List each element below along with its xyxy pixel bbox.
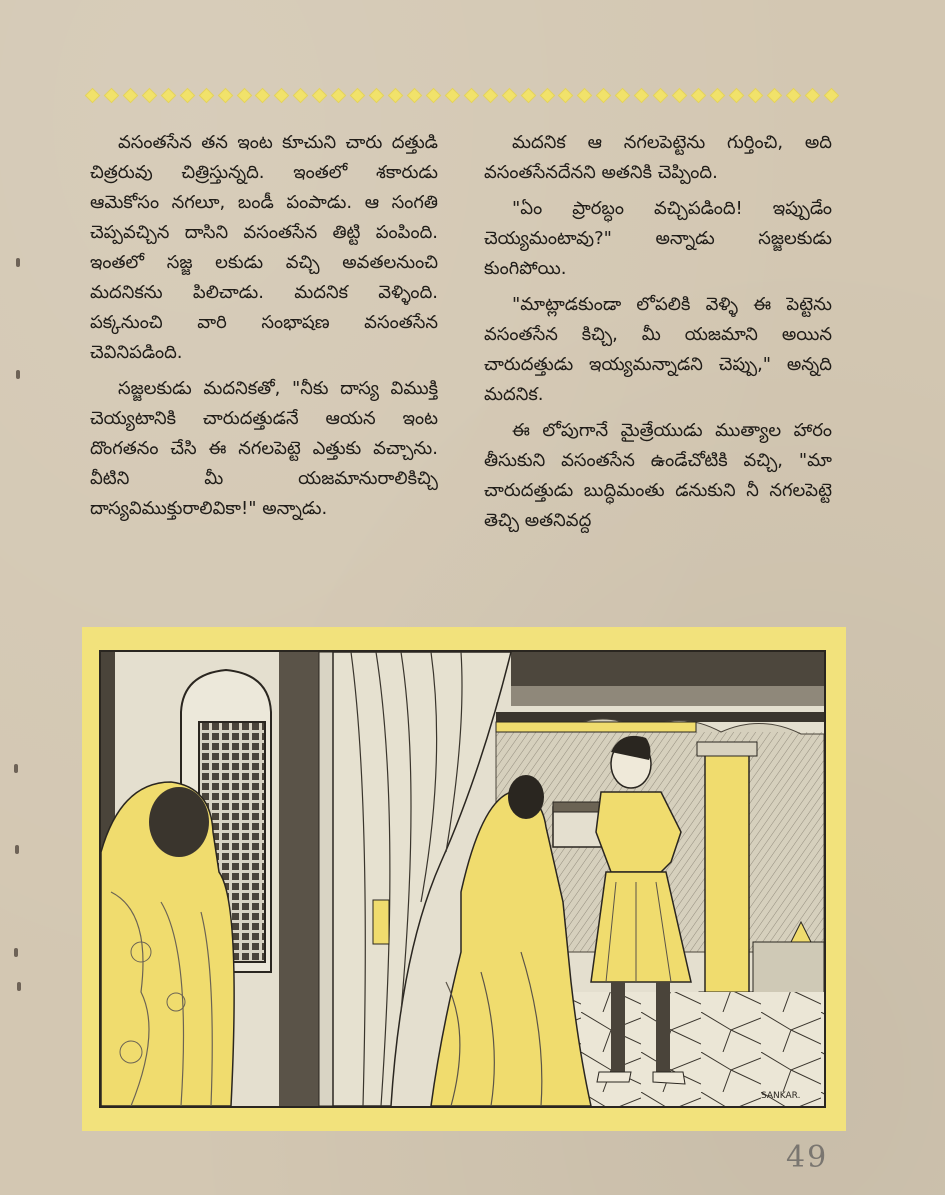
illustration	[99, 650, 826, 1108]
illustration-scene	[101, 652, 824, 1106]
paragraph: మదనిక ఆ నగలపెట్టెను గుర్తించి, అది వసంతసేనదేనని అతనికి చెప్పింది.	[484, 132, 832, 183]
page-number: 49	[786, 1140, 829, 1175]
paragraph: "ఏం ప్రారబ్ధం వచ్చిపడింది! ఇప్పుడేం చెయ్యమంటావు?" అన్నాడు సజ్జలకుడు కుంగిపోయి.	[484, 198, 832, 279]
illustration-frame	[82, 627, 846, 1131]
left-text-column	[90, 128, 438, 530]
margin-mark	[17, 982, 21, 991]
decorative-border	[88, 89, 836, 101]
margin-mark	[15, 845, 19, 854]
right-text-column	[484, 128, 832, 542]
artist-signature: SANKAR.	[761, 1091, 801, 1101]
margin-mark	[14, 764, 18, 773]
paragraph: "మాట్లాడకుండా లోపలికి వెళ్ళి ఈ పెట్టెను వసంతసేన కిచ్చి, మీ యజమాని అయిన చారుదత్తుడు ఇయ్యమన్నాడని చెప్పు," అన్నది మదనిక.	[484, 294, 832, 405]
margin-mark	[14, 948, 18, 957]
margin-mark	[16, 258, 20, 267]
paragraph: ఈ లోపుగానే మైత్రేయుడు ముత్యాల హారం తీసుకుని వసంతసేన ఉండేచోటికి వచ్చి, "మా చారుదత్తుడు బుద్ధిమంతు డనుకుని నీ నగలపెట్టె తెచ్చి అతనివద్ద	[484, 420, 832, 531]
paragraph: సజ్జలకుడు మదనికతో, "నీకు దాస్య విముక్తి చెయ్యటానికి చారుదత్తుడనే ఆయన ఇంట దొంగతనం చేసి ఈ నగలపెట్టె ఎత్తుకు వచ్చాను. వీటిని మీ యజమానురాలికిచ్చి దాస్యవిముక్తురాలివికా!" అన్నాడు.	[90, 378, 438, 519]
paragraph: వసంతసేన తన ఇంట కూచుని చారు దత్తుడి చిత్రరువు చిత్రిస్తున్నది. ఇంతలో శకారుడు ఆమెకోసం నగలూ, బండీ పంపాడు. ఆ సంగతి చెప్పవచ్చిన దాసిని వసంతసేన తిట్టి పంపింది. ఇంతలో సజ్జ లకుడు వచ్చి అవతలనుంచి మదనికను పిలిచాడు. మదనిక వెళ్ళింది. పక్కనుంచి వారి సంభాషణ వసంతసేన చెవినిపడింది.	[90, 132, 438, 363]
margin-mark	[16, 370, 20, 379]
